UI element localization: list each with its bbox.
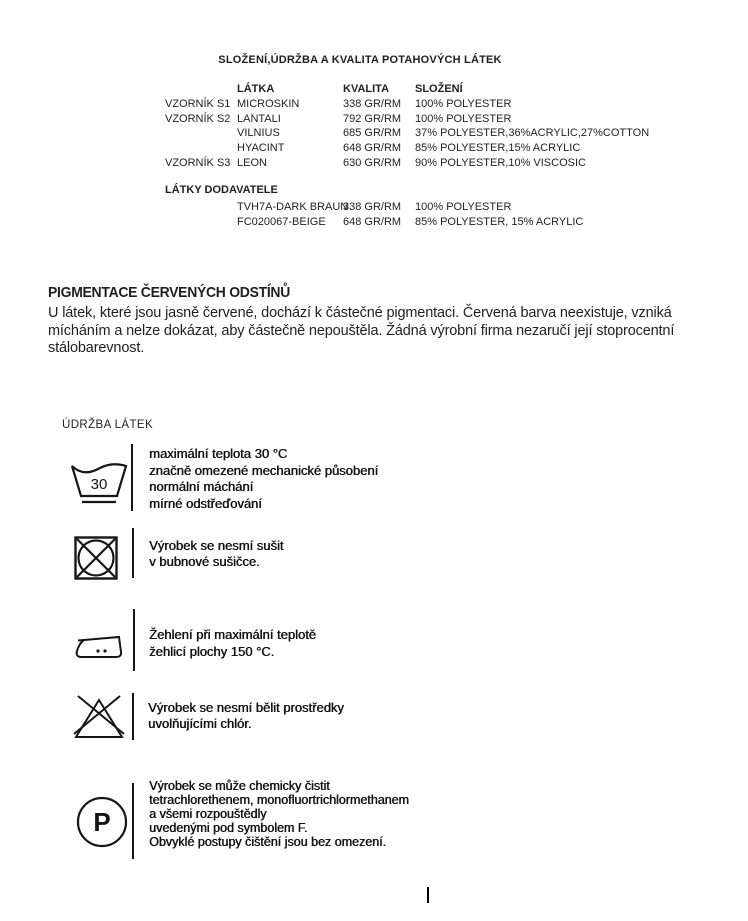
cell-quality: 630 GR/RM <box>343 156 402 169</box>
cell-sample <box>165 141 237 156</box>
no-tumble-dry-icon <box>74 536 118 580</box>
cell-composition: 100% POLYESTER <box>415 97 512 110</box>
care-text-tumble <box>149 538 283 570</box>
header-latka: LÁTKA <box>237 83 275 95</box>
cell-sample: VZORNÍK S3 <box>165 156 231 169</box>
cell-composition: 100% POLYESTER <box>415 112 512 125</box>
no-bleach-icon <box>70 693 128 741</box>
care-text-line: uvolňujícími chlór. <box>148 715 252 731</box>
text-cursor <box>427 887 429 903</box>
care-text-line: maximální teplota 30 °C <box>149 446 288 461</box>
header-slozeni: SLOŽENÍ <box>415 83 463 95</box>
cell-quality: 685 GR/RM <box>343 127 402 140</box>
cell-sample <box>165 126 237 141</box>
table-row <box>165 200 583 215</box>
care-text-line: Výrobek se nesmí bělit prostředky <box>148 700 344 715</box>
iron-two-dots-icon <box>75 631 123 659</box>
cell-composition: 85% POLYESTER, 15% ACRYLIC <box>415 215 584 228</box>
cell-quality: 648 GR/RM <box>343 215 402 228</box>
table-row <box>165 112 649 127</box>
cell-composition: 100% POLYESTER <box>415 201 512 213</box>
cell-fabric: LANTALI <box>237 112 281 125</box>
document-title: SLOŽENÍ,ÚDRŽBA A KVALITA POTAHOVÝCH LÁTEK <box>218 54 502 66</box>
care-text-iron <box>149 627 316 660</box>
wash-30-icon <box>69 458 129 506</box>
table-row <box>165 126 649 141</box>
care-text-line: a všemi rozpouštědly <box>149 806 267 821</box>
cell-fabric: MICROSKIN <box>237 97 300 110</box>
cell-composition: 37% POLYESTER,36%ACRYLIC,27%COTTON <box>415 127 650 140</box>
care-divider-line <box>132 528 134 578</box>
cell-quality: 338 GR/RM <box>343 201 402 213</box>
supplier-table <box>165 200 583 230</box>
cell-fabric: HYACINT <box>237 142 285 155</box>
cell-quality: 338 GR/RM <box>343 97 402 110</box>
care-text-bleach <box>148 700 344 731</box>
cell-fabric: TVH7A-DARK BRAUN <box>237 201 349 213</box>
pigmentation-text-line: mícháním a nelze dokázat, aby částečně nepouštěla. Žádná výrobní firma nezaručí její stoprocentní <box>48 322 675 339</box>
care-divider-line <box>131 444 133 511</box>
table-row <box>165 97 649 112</box>
supplier-section-title: LÁTKY DODAVATELE <box>165 184 278 196</box>
table-row <box>165 141 649 156</box>
fabric-table-header-row <box>165 82 649 97</box>
care-text-line: tetrachlorethenem, monofluortrichlormethanem <box>149 792 409 807</box>
care-divider-line <box>133 609 135 671</box>
cell-sample <box>165 215 237 230</box>
cell-composition: 85% POLYESTER,15% ACRYLIC <box>415 142 581 155</box>
cell-quality: 648 GR/RM <box>343 142 402 155</box>
header-kvalita: KVALITA <box>343 83 390 95</box>
header-sample-spacer <box>165 82 237 97</box>
care-text-line: Výrobek se nesmí sušit <box>149 538 284 553</box>
dry-clean-letter: P <box>93 807 111 837</box>
care-section-heading: ÚDRŽBA LÁTEK <box>62 419 154 431</box>
fabric-table <box>165 82 649 171</box>
care-text-line: Obvyklé postupy čištění jsou bez omezení. <box>149 834 386 849</box>
pigmentation-text-line: U látek, které jsou jasně červené, dochází k částečné pigmentaci. Červená barva neexistuje, vzniká <box>48 305 672 321</box>
care-divider-line <box>132 693 134 740</box>
cell-sample: VZORNÍK S2 <box>165 112 231 125</box>
pigmentation-text-line: stálobarevnost. <box>48 340 145 356</box>
cell-sample <box>165 200 237 215</box>
table-row <box>165 156 649 171</box>
care-text-dryclean <box>149 780 409 850</box>
care-divider-line <box>132 783 134 859</box>
pigmentation-heading: PIGMENTACE ČERVENÝCH ODSTÍNŮ <box>48 284 291 301</box>
cell-fabric: LEON <box>237 156 267 169</box>
cell-fabric: VILNIUS <box>237 127 280 140</box>
care-text-line: Žehlení při maximální teplotě <box>149 627 316 642</box>
table-row <box>165 215 583 230</box>
cell-sample: VZORNÍK S1 <box>165 97 231 110</box>
cell-quality: 792 GR/RM <box>343 112 402 125</box>
care-text-line: Výrobek se může chemicky čistit <box>149 779 330 793</box>
care-text-line: v bubnové sušičce. <box>149 554 260 569</box>
care-text-line: normální máchání <box>149 479 254 494</box>
wash-temperature-label: 30 <box>90 476 108 493</box>
cell-composition: 90% POLYESTER,10% VISCOSIC <box>415 156 586 169</box>
care-text-wash <box>149 446 378 512</box>
pigmentation-section <box>48 284 674 358</box>
care-text-line: mírné odstřeďování <box>149 495 262 511</box>
cell-fabric: FC020067-BEIGE <box>237 215 326 228</box>
care-text-line: značně omezené mechanické působení <box>149 462 379 478</box>
care-text-line: žehlicí plochy 150 °C. <box>149 643 275 659</box>
care-text-line: uvedenými pod symbolem F. <box>149 820 308 835</box>
dry-clean-p-icon <box>75 795 129 849</box>
